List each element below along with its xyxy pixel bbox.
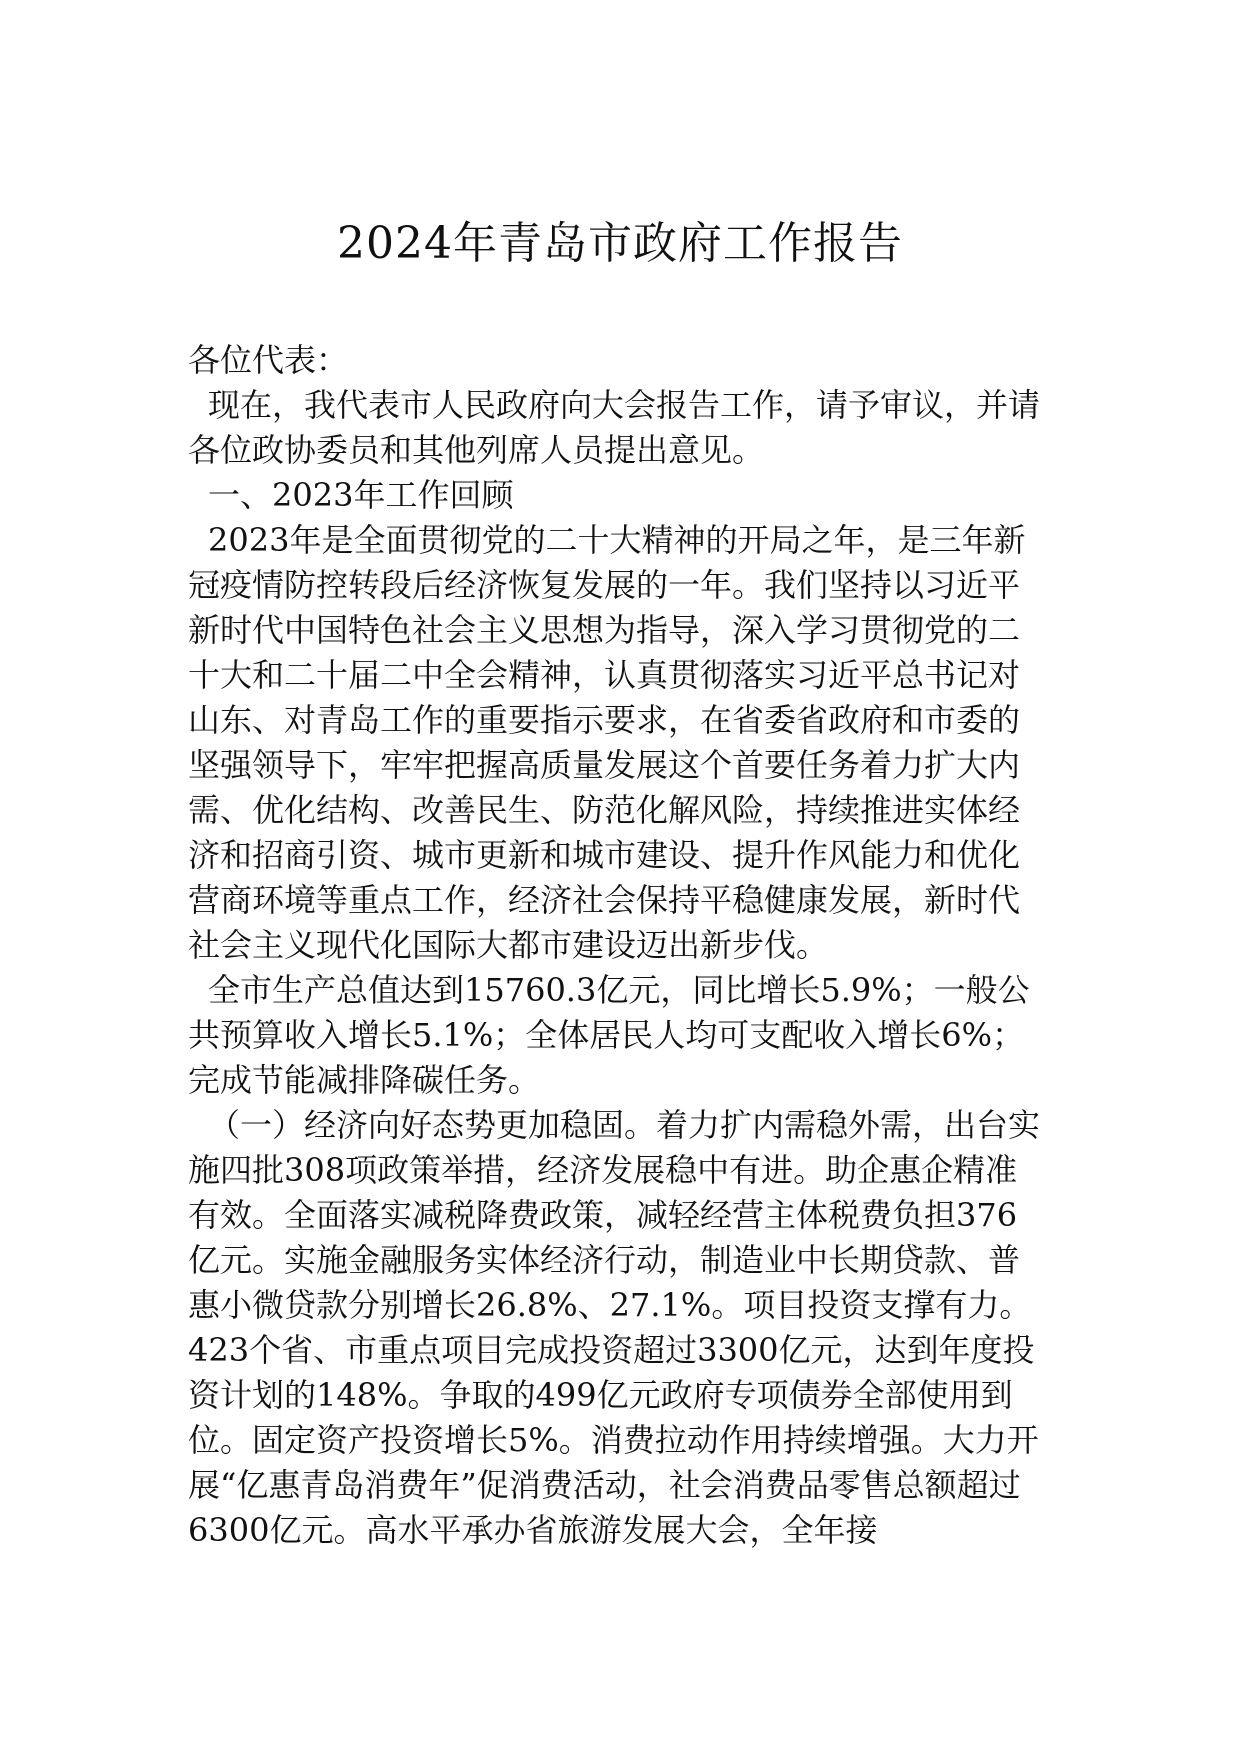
paragraph-overview: 2023年是全面贯彻党的二十大精神的开局之年，是三年新冠疫情防控转段后经济恢复发展的一年。我们坚持以习近平新时代中国特色社会主义思想为指导，深入学习贯彻党的二十大和二十届二中全会精神，认真贯彻落实习近平总书记对山东、对青岛工作的重要指示要求，在省委省政府和市委的坚强领导下，牢牢把握高质量发展这个首要任务着力扩大内需、优化结构、改善民生、防范化解风险，持续推进实体经济和招商引资、城市更新和城市建设、提升作风能力和优化营商环境等重点工作，经济社会保持平稳健康发展，新时代社会主义现代化国际大都市建设迈出新步伐。 <box>188 521 1026 964</box>
document-body <box>188 338 1048 1553</box>
document-title: 2024年青岛市政府工作报告 <box>337 218 903 269</box>
section-heading-review: 一、2023年工作回顾 <box>208 476 514 514</box>
paragraph-key-figures: 全市生产总值达到15760.3亿元，同比增长5.9%；一般公共预算收入增长5.1%；全体居民人均可支配收入增长6%；完成节能减排降碳任务。 <box>188 971 1030 1099</box>
paragraph-economy: （一）经济向好态势更加稳固。着力扩内需稳外需，出台实施四批308项政策举措，经济发展稳中有进。助企惠企精准有效。全面落实减税降费政策，减轻经营主体税费负担376亿元。实施金融服务实体经济行动，制造业中长期贷款、普惠小微贷款分别增长26.8%、27.1%。项目投资支撑有力。423个省、市重点项目完成投资超过3300亿元，达到年度投资计划的148%。争取的499亿元政府专项债券全部使用到位。固定资产投资增长5%。消费拉动作用持续增强。大力开展“亿惠青岛消费年”促消费活动，社会消费品零售总额超过6300亿元。高水平承办省旅游发展大会，全年接 <box>188 1106 1041 1549</box>
paragraph-opening: 现在，我代表市人民政府向大会报告工作，请予审议，并请各位政协委员和其他列席人员提出意见。 <box>188 386 1041 469</box>
salutation: 各位代表： <box>188 341 349 379</box>
